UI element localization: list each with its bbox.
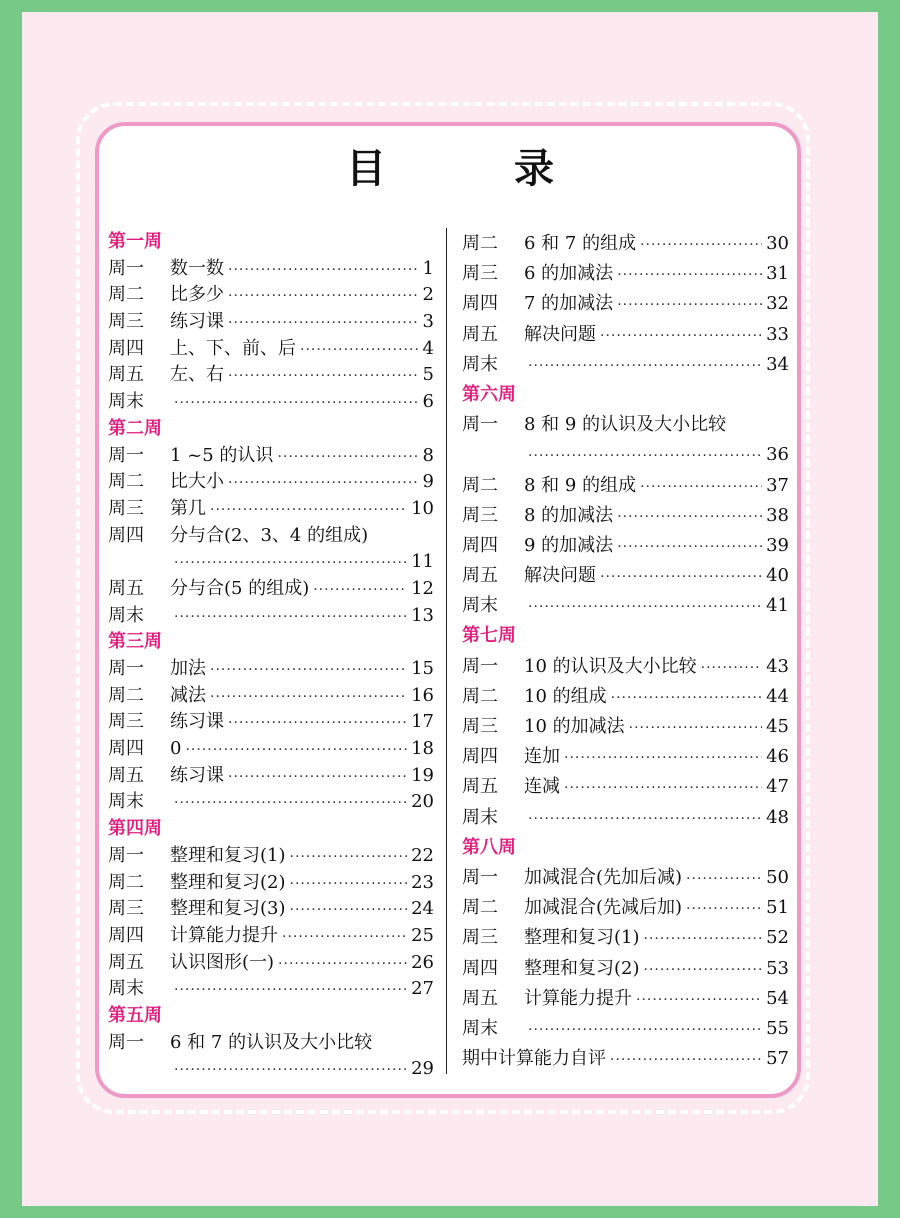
entry-page-number: 54 [766,987,789,1009]
toc-entry[interactable] [108,763,434,790]
dot-leader [290,897,408,924]
entry-page-number: 37 [766,474,789,496]
entry-day: 周五 [462,987,498,1009]
toc-entry[interactable] [462,229,789,259]
dot-leader [174,977,407,1004]
toc-entry[interactable] [462,410,789,440]
entry-page-number: 30 [766,233,789,254]
entry-title: 分与合(2、3、4 的组成) [170,524,369,546]
toc-entry[interactable] [462,501,789,531]
entry-page-number: 18 [411,738,434,760]
toc-entry[interactable] [108,843,434,870]
toc-entry[interactable] [462,652,789,682]
toc-entry[interactable] [108,336,434,363]
entry-day: 周五 [108,364,144,386]
entry-title: 加减混合(先加后减) [524,866,683,888]
toc-entry[interactable] [462,742,789,772]
entry-page-number: 15 [411,658,434,679]
entry-day: 周三 [108,311,144,333]
toc-entry[interactable] [462,350,789,380]
week-heading [108,816,434,843]
entry-title: 8 和 9 的组成 [524,474,637,496]
toc-entry[interactable] [462,984,789,1014]
entry-page-number: 17 [411,711,434,733]
entry-title: 加减混合(先减后加) [524,897,683,919]
entry-title: 第几 [170,497,206,519]
week-heading [462,380,789,410]
toc-entry[interactable] [108,362,434,389]
entry-title: 计算能力提升 [524,987,632,1009]
toc-entry[interactable] [462,259,789,289]
entry-page-number: 9 [422,471,434,493]
entry-title: 解决问题 [524,323,596,345]
entry-page-number: 26 [411,951,434,973]
dot-leader [528,351,762,381]
toc-entry[interactable] [108,896,434,923]
entry-day: 周四 [462,534,498,556]
dot-leader [640,472,762,502]
toc-entry[interactable] [108,870,434,897]
dot-leader [290,844,408,871]
column-divider [446,228,447,1074]
toc-entry[interactable] [108,923,434,950]
entry-title: 整理和复习(3) [170,898,286,920]
entry-page-number: 52 [766,927,789,949]
dot-leader [528,592,762,622]
entry-title: 6 和 7 的组成 [524,233,637,254]
entry-title: 比多少 [170,284,224,306]
toc-entry[interactable] [462,591,789,621]
entry-page-number: 46 [766,746,789,768]
toc-entry[interactable] [462,1044,789,1074]
page-title: 目 录 [346,145,598,192]
toc-entry[interactable] [108,1030,434,1057]
entry-title: 加法 [170,658,206,679]
entry-title: 6 和 7 的认识及大小比较 [170,1031,373,1053]
entry-page-number: 13 [411,604,434,626]
entry-day: 周末 [462,806,498,828]
entry-day: 周二 [108,284,144,306]
entry-day: 周三 [462,927,498,949]
entry-page-number: 8 [422,444,434,466]
entry-page-number: 11 [411,551,434,573]
toc-entry[interactable] [462,682,789,712]
entry-page-number: 23 [411,871,434,893]
dot-leader [300,337,419,364]
entry-page-number: 1 [422,257,434,279]
entry-page-number: 33 [766,323,789,345]
entry-day: 周二 [462,685,498,707]
entry-page-number: 6 [422,391,434,413]
dot-leader [174,604,407,631]
entry-page-number: 45 [766,716,789,737]
entry-day: 周末 [462,595,498,617]
dot-leader [528,804,762,834]
entry-day: 周五 [462,776,498,798]
entry-day: 周末 [108,391,144,413]
entry-title: 整理和复习(2) [170,871,286,893]
entry-page-number: 39 [766,534,789,556]
dot-leader [600,562,762,592]
entry-page-number: 3 [422,311,434,333]
toc-entry[interactable] [108,282,434,309]
dot-leader [174,790,407,817]
entry-title: 计算能力提升 [170,924,278,946]
entry-day: 周三 [108,497,144,519]
entry-title: 10 的组成 [524,685,607,707]
toc-entry[interactable] [108,443,434,470]
entry-page-number: 51 [766,897,789,919]
entry-day: 周五 [462,323,498,345]
dot-leader [185,737,407,764]
dot-leader [174,390,419,417]
toc-entry[interactable] [108,950,434,977]
toc-entry[interactable] [462,471,789,501]
dot-leader [636,985,762,1015]
dot-leader [644,955,763,985]
toc-entry[interactable] [462,561,789,591]
entry-day: 周二 [108,871,144,893]
entry-day: 周二 [108,471,144,493]
entry-page-number: 29 [411,1058,434,1080]
entry-day: 周末 [108,791,144,813]
entry-title: 整理和复习(2) [524,957,640,979]
entry-day: 周四 [108,738,144,760]
dot-leader [282,924,407,951]
dot-leader [228,283,419,310]
entry-page-number: 53 [766,957,789,979]
toc-entry[interactable] [108,683,434,710]
entry-title: 认识图形(一) [170,951,275,973]
entry-day: 周一 [462,655,498,677]
entry-title: 连减 [524,776,560,798]
entry-title: 上、下、前、后 [170,337,296,359]
entry-title: 比大小 [170,471,224,493]
dot-leader [644,924,763,954]
week-heading-label: 第一周 [108,231,162,252]
toc-entry[interactable] [108,789,434,816]
entry-page-number: 12 [411,577,434,599]
dot-leader [617,532,762,562]
toc-entry[interactable] [108,656,434,683]
dot-leader [564,773,762,803]
toc-entry[interactable] [108,736,434,763]
toc-entry[interactable] [462,320,789,350]
entry-page-number: 5 [422,364,434,386]
toc-entry[interactable] [108,496,434,523]
entry-page-number: 41 [766,595,789,617]
entry-title: 8 的加减法 [524,504,614,526]
entry-title: 10 的认识及大小比较 [524,655,697,677]
entry-day: 周二 [462,233,498,254]
entry-page-number: 36 [766,444,789,466]
entry-title: 解决问题 [524,565,596,587]
entry-day: 周末 [462,353,498,375]
toc-entry[interactable] [462,954,789,984]
entry-page-number: 10 [411,497,434,519]
week-heading-label: 第五周 [108,1004,162,1026]
entry-day: 周末 [108,978,144,1000]
week-heading-label: 第三周 [108,631,162,653]
entry-page-number: 43 [766,655,789,677]
entry-page-number: 48 [766,806,789,828]
dot-leader [617,260,762,290]
entry-page-number: 47 [766,776,789,798]
entry-day: 期中计算能力自评 [462,1048,606,1070]
entry-day: 周三 [462,263,498,285]
toc-entry[interactable] [108,523,434,550]
entry-day: 周一 [462,414,498,436]
entry-title: 6 的加减法 [524,263,614,285]
dot-leader [617,502,762,532]
entry-day: 周二 [462,897,498,919]
toc-entry[interactable] [108,709,434,736]
entry-day: 周五 [108,951,144,973]
entry-day: 周四 [462,293,498,315]
entry-page-number: 57 [766,1048,789,1070]
entry-title: 练习课 [170,764,224,786]
entry-title: 整理和复习(1) [524,927,640,949]
toc-entry[interactable] [462,893,789,923]
entry-page-number: 32 [766,293,789,315]
dot-leader [686,864,762,894]
dot-leader [210,497,407,524]
toc-entry[interactable] [108,309,434,336]
dot-leader [617,290,762,320]
week-heading-label: 第六周 [462,383,516,405]
dot-leader [290,871,408,898]
dot-leader [210,684,407,711]
entry-page-number: 38 [766,504,789,526]
entry-page-number: 40 [766,565,789,587]
entry-title: 练习课 [170,311,224,333]
entry-day: 周三 [108,898,144,920]
entry-title: 左、右 [170,364,224,386]
dot-leader [174,1057,407,1084]
entry-day: 周五 [108,764,144,786]
entry-day: 周四 [108,337,144,359]
entry-title: 整理和复习(1) [170,844,286,866]
entry-page-number: 50 [766,866,789,888]
entry-title: 减法 [170,684,206,706]
week-heading [108,416,434,443]
entry-title: 连加 [524,746,560,768]
dot-leader [611,683,762,713]
entry-day: 周一 [108,658,144,679]
entry-day: 周四 [108,524,144,546]
dot-leader [610,1045,762,1075]
toc-entry[interactable] [462,772,789,802]
toc-entry[interactable] [462,863,789,893]
entry-page-number: 55 [766,1017,789,1039]
dot-leader [564,743,762,773]
toc-entry[interactable] [108,976,434,1003]
entry-page-number: 31 [766,263,789,285]
toc-entry[interactable] [108,1056,434,1083]
week-heading-label: 第八周 [462,836,516,858]
week-heading [108,1003,434,1030]
dot-leader [174,550,407,577]
entry-title: 分与合(5 的组成) [170,577,310,599]
entry-day: 周四 [462,957,498,979]
toc-entry[interactable] [108,389,434,416]
toc-entry[interactable] [108,576,434,603]
dot-leader [210,657,407,684]
week-heading-label: 第四周 [108,818,162,840]
toc-entry[interactable] [462,712,789,742]
entry-page-number: 24 [411,898,434,920]
toc-entry[interactable] [462,531,789,561]
entry-page-number: 2 [422,284,434,306]
entry-page-number: 19 [411,764,434,786]
entry-day: 周末 [108,604,144,626]
entry-title: 10 的加减法 [524,716,625,737]
dot-leader [686,894,762,924]
entry-day: 周一 [108,1031,144,1053]
dot-leader [528,1015,762,1045]
dot-leader [701,653,762,683]
toc-entry[interactable] [108,549,434,576]
entry-page-number: 27 [411,978,434,1000]
entry-day: 周二 [462,474,498,496]
entry-day: 周二 [108,684,144,706]
toc-entry[interactable] [108,469,434,496]
dot-leader [228,257,419,284]
week-heading [108,629,434,656]
entry-day: 周一 [108,257,144,279]
dot-leader [278,951,407,978]
week-heading-label: 第二周 [108,417,162,439]
toc-entry[interactable] [462,803,789,833]
toc-left-column [108,229,434,1083]
entry-day: 周四 [462,746,498,768]
dot-leader [313,577,407,604]
entry-day: 周五 [462,565,498,587]
toc-entry[interactable] [108,603,434,630]
entry-title: 8 和 9 的认识及大小比较 [524,414,727,436]
dot-leader [228,363,419,390]
toc-entry[interactable] [108,256,434,283]
entry-title: 练习课 [170,711,224,733]
entry-day: 周末 [462,1017,498,1039]
week-heading [462,833,789,863]
entry-day: 周一 [108,844,144,866]
entry-title: 7 的加减法 [524,293,614,315]
dot-leader [640,230,762,260]
entry-day: 周一 [462,866,498,888]
dot-leader [228,470,419,497]
dot-leader [629,713,762,743]
entry-title: 0 [170,738,182,760]
entry-page-number: 34 [766,353,789,375]
entry-title: 数一数 [170,257,224,279]
entry-day: 周三 [108,711,144,733]
toc-entry[interactable] [462,440,789,470]
entry-page-number: 16 [411,684,434,706]
entry-day: 周三 [462,504,498,526]
dot-leader [528,441,762,471]
dot-leader [228,764,407,791]
entry-page-number: 22 [411,844,434,866]
dot-leader [600,321,762,351]
entry-page-number: 44 [766,685,789,707]
entry-day: 周四 [108,924,144,946]
week-heading [462,621,789,651]
week-heading [108,229,434,256]
entry-day: 周五 [108,577,144,599]
entry-title: 1 ~5 的认识 [170,444,274,466]
entry-day: 周一 [108,444,144,466]
entry-title: 9 的加减法 [524,534,614,556]
dot-leader [228,310,419,337]
toc-entry[interactable] [462,1014,789,1044]
entry-page-number: 4 [422,337,434,359]
dot-leader [277,444,418,471]
week-heading-label: 第七周 [462,625,516,647]
dot-leader [228,710,407,737]
toc-right-column [462,229,789,1074]
toc-entry[interactable] [462,923,789,953]
entry-page-number: 20 [411,791,434,813]
entry-day: 周三 [462,716,498,737]
toc-entry[interactable] [462,289,789,319]
entry-page-number: 25 [411,924,434,946]
